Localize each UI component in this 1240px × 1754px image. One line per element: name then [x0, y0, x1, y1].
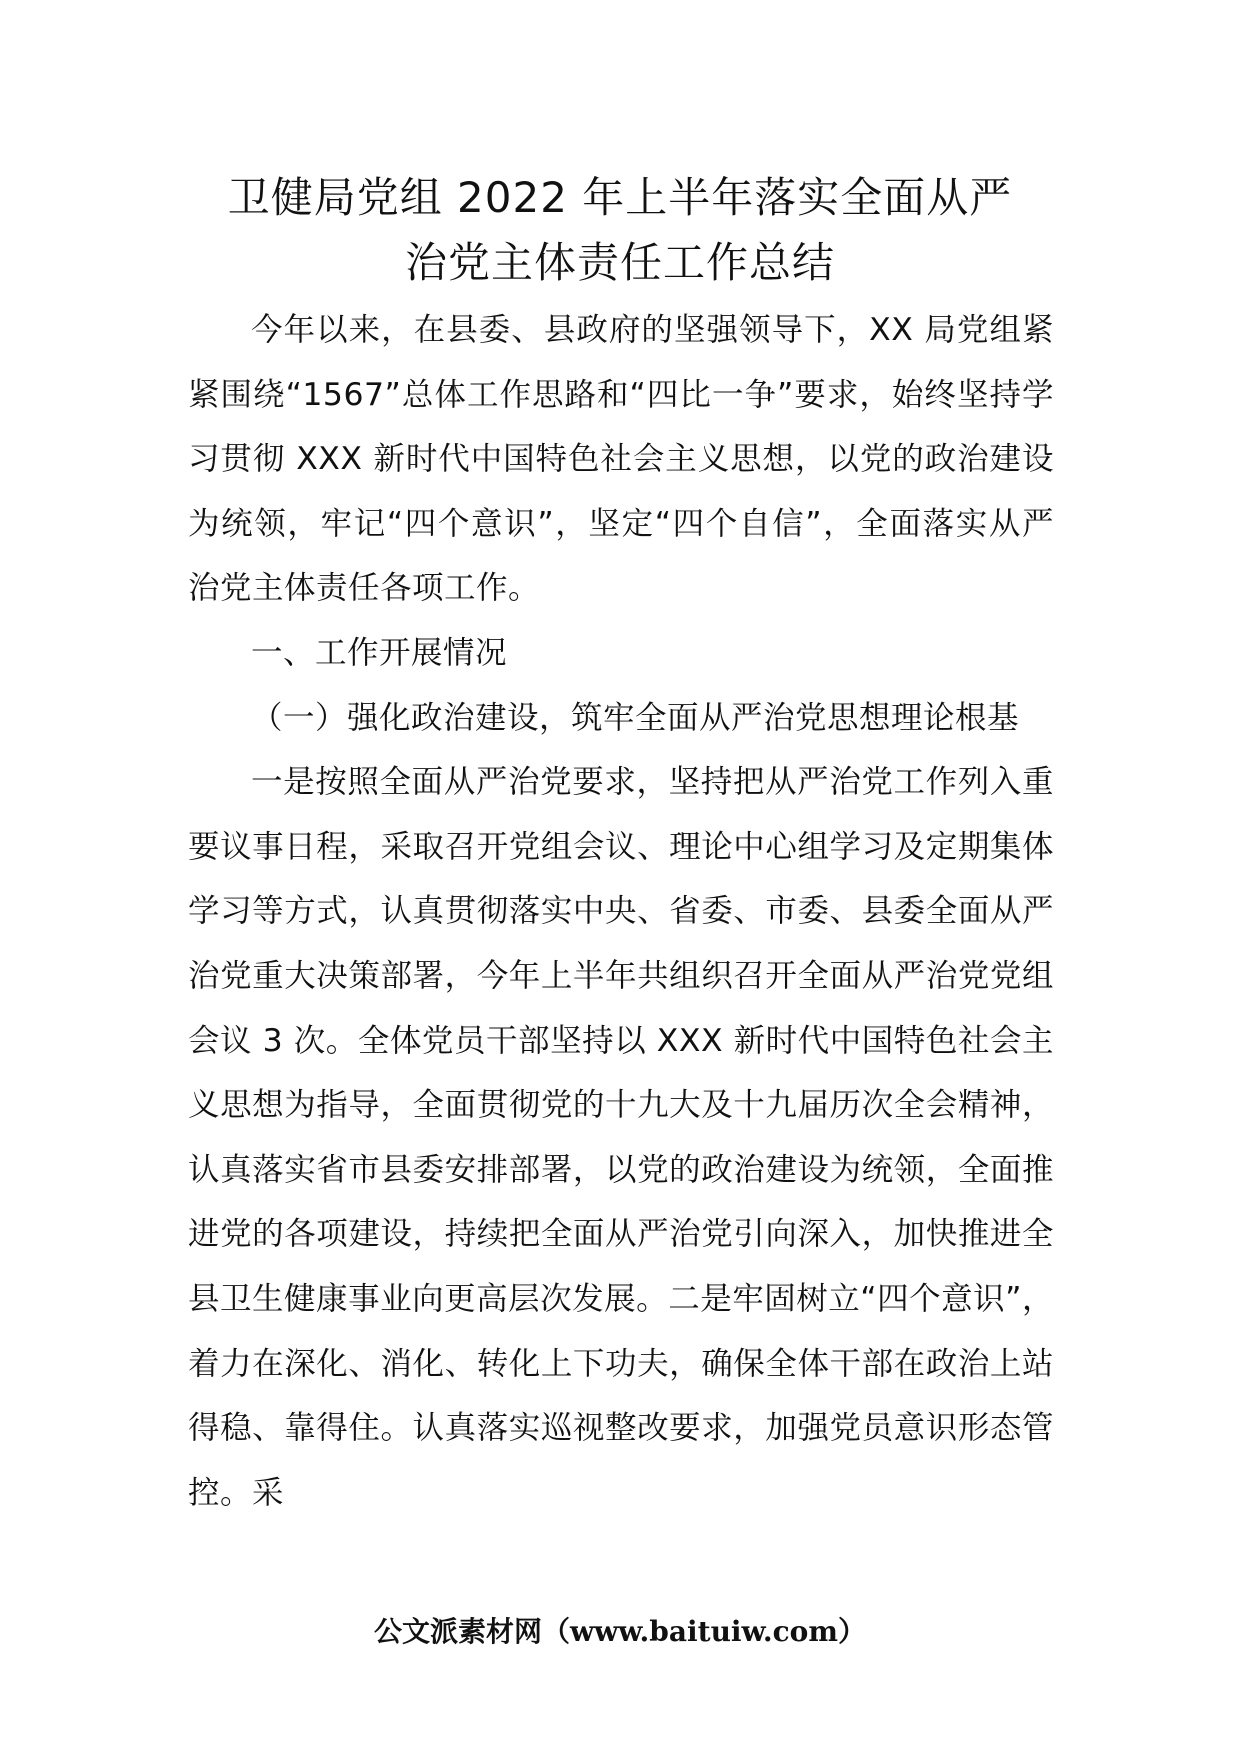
section-heading-1: 一、工作开展情况	[251, 634, 508, 671]
document-body	[188, 298, 1054, 1525]
body-paragraph: 一是按照全面从严治党要求，坚持把从严治党工作列入重要议事日程，采取召开党组会议、理论中心组学习及定期集体学习等方式，认真贯彻落实中央、省委、市委、县委全面从严治党重大决策部署，今年上半年共组织召开全面从严治党党组会议 3 次。全体党员干部坚持以 XXX 新时代中国特色社会主义思想为指导，全面贯彻党的十九大及十九届历次全会精神，认真落实省市县委安排部署，以党的政治建设为统领，全面推进党的各项建设，持续把全面从严治党引向深入，加快推进全县卫生健康事业向更高层次发展。二是牢固树立“四个意识”，着力在深化、消化、转化上下功夫，确保全体干部在政治上站得稳、靠得住。认真落实巡视整改要求，加强党员意识形态管控。采	[188, 764, 1054, 1511]
footer-watermark: 公文派素材网（www.baituiw.com）	[374, 1615, 866, 1648]
document-title-line-2: 治党主体责任工作总结	[404, 238, 835, 287]
intro-paragraph: 今年以来，在县委、县政府的坚强领导下，XX 局党组紧紧围绕“1567”总体工作思路和“四比一争”要求，始终坚持学习贯彻 XXX 新时代中国特色社会主义思想，以党的政治建设为统领，牢记“四个意识”，坚定“四个自信”，全面落实从严治党主体责任各项工作。	[188, 312, 1054, 607]
subsection-heading-1: （一）强化政治建设，筑牢全面从严治党思想理论根基	[251, 699, 1020, 736]
document-title-line-1: 卫健局党组 2022 年上半年落实全面从严	[227, 173, 1013, 222]
